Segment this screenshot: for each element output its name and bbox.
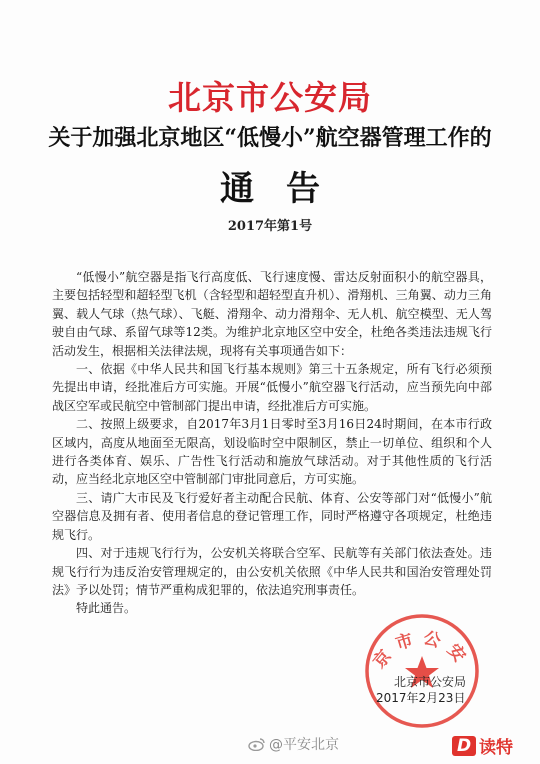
clause-1: 一、依据《中华人民共和国飞行基本规则》第三十五条规定，所有飞行必须预先提出申请，经批准后方可实施。开展“低慢小”航空器飞行活动，应当预先向中部战区空军或民航空中管制部门提出申请，经批准后方可实施。 xyxy=(52,362,492,413)
weibo-watermark xyxy=(248,734,339,754)
clause-4: 四、对于违规飞行行为，公安机关将联合空军、民航等有关部门依法查处。违规飞行行为违反治安管理规定的，由公安机关依照《中华人民共和国治安管理处罚法》予以处罚；情节严重构成犯罪的，依法追究刑事责任。 xyxy=(52,546,492,597)
intro-paragraph: “低慢小”航空器是指飞行高度低、飞行速度慢、雷达反射面积小的航空器具，主要包括轻型和超轻型飞机（含轻型和超轻型直升机）、滑翔机、三角翼、动力三角翼、载人气球（热气球）、飞艇、滑翔伞、动力滑翔伞、无人机、航空模型、无人驾驶自由气球、系留气球等12类。为维护北京地区空中安全，杜绝各类违法违规飞行活动发生，根据相关法律法规，现将有关事项通告如下： xyxy=(52,270,492,358)
notice-title: 关于加强北京地区“低慢小”航空器管理工作的 xyxy=(48,125,492,151)
dute-logo-text: 读特 xyxy=(479,738,513,758)
weibo-icon xyxy=(248,737,266,751)
dute-logo-icon: D xyxy=(452,736,476,756)
issuing-organization: 北京市公安局 xyxy=(168,78,372,117)
notice-heading: 通告 xyxy=(220,169,352,209)
seal-arc-text: 京市公安 xyxy=(369,628,475,673)
signature-organization: 北京市公安局 xyxy=(394,675,467,689)
document-number: 2017年第1号 xyxy=(227,219,313,234)
watermark-handle: @平安北京 xyxy=(269,737,339,753)
dute-logo xyxy=(452,733,513,758)
notice-body xyxy=(52,268,492,618)
clause-3: 三、请广大市民及飞行爱好者主动配合民航、体育、公安等部门对“低慢小”航空器信息及拥有者、使用者信息的登记管理工作，同时严格遵守各项规定，杜绝违规飞行。 xyxy=(52,490,492,542)
official-seal xyxy=(363,612,481,730)
clause-2: 二、按照上级要求，自2017年3月1日零时至3月16日24时期间，在本市行政区域内，高度从地面至无限高，划设临时空中限制区，禁止一切单位、组织和个人进行各类体育、娱乐、广告性飞行活动和施放气球活动。对于其他性质的飞行活动，应当经北京地区空中管制部门审批同意后，方可实施。 xyxy=(52,417,492,487)
closing-line: 特此通告。 xyxy=(76,601,137,616)
signature-date: 2017年2月23日 xyxy=(376,691,466,705)
